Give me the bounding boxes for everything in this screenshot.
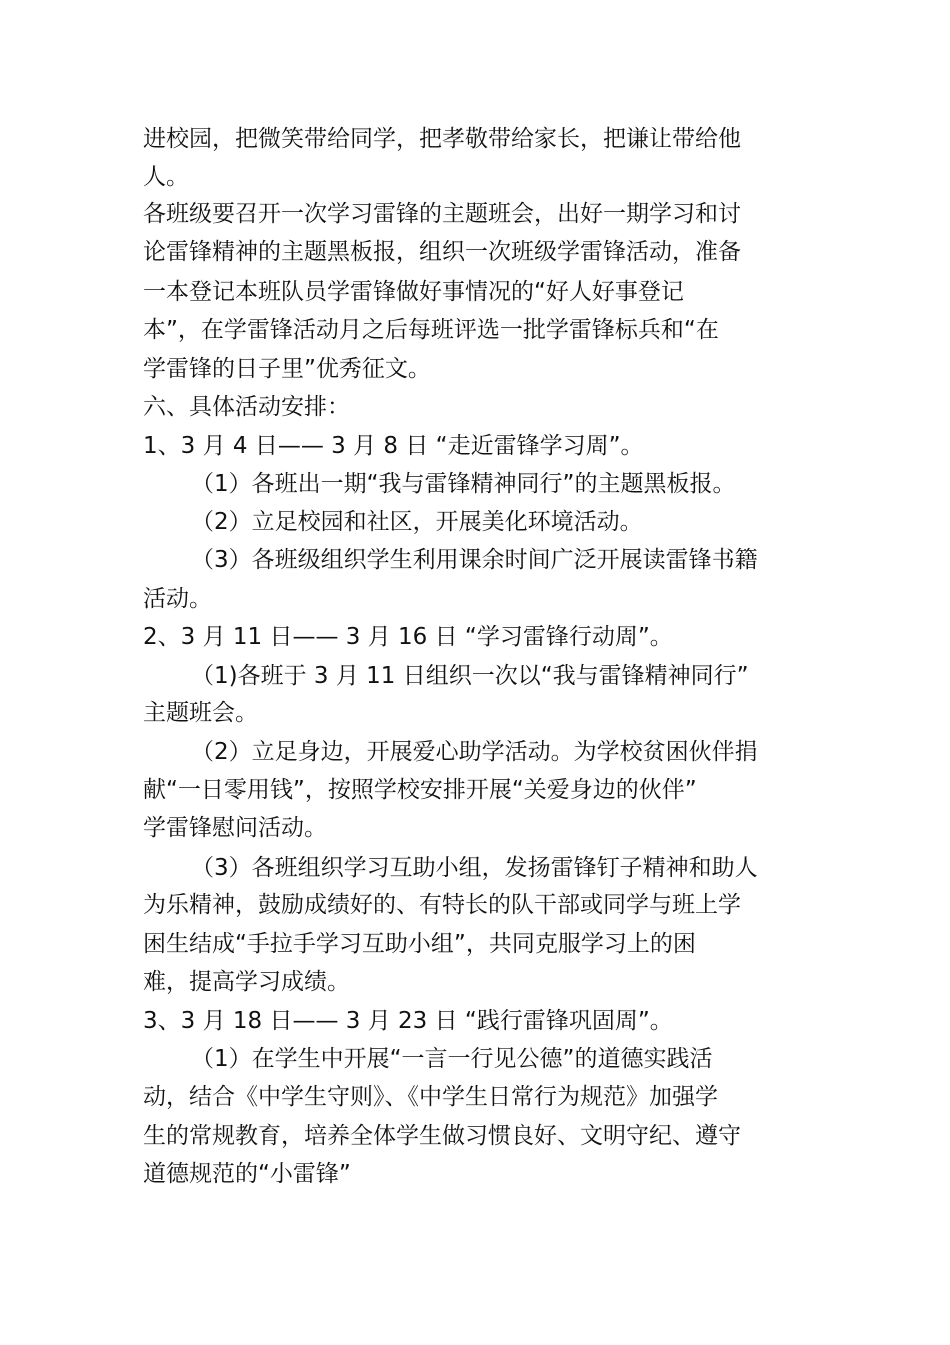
text-line: 本”，在学雷锋活动月之后每班评选一批学雷锋标兵和“在	[143, 317, 719, 343]
text-line: 为乐精神，鼓励成绩好的、有特长的队干部或同学与班上学	[143, 892, 741, 918]
list-item: （3）各班级组织学生利用课余时间广泛开展读雷锋书籍	[191, 547, 758, 573]
text-line: 一本登记本班队员学雷锋做好事情况的“好人好事登记	[143, 279, 684, 305]
list-item: （3）各班组织学习互助小组，发扬雷锋钉子精神和助人	[191, 855, 758, 881]
section-heading: 六、具体活动安排：	[143, 394, 350, 420]
text-line: 生的常规教育，培养全体学生做习惯良好、文明守纪、遵守	[143, 1123, 741, 1149]
text-line: 进校园，把微笑带给同学，把孝敬带给家长，把谦让带给他	[143, 126, 741, 152]
text-line: 论雷锋精神的主题黑板报，组织一次班级学雷锋活动，准备	[143, 239, 741, 265]
text-line: 困生结成“手拉手学习互助小组”，共同克服学习上的困	[143, 931, 696, 957]
list-item: （2）立足校园和社区，开展美化环境活动。	[191, 509, 643, 535]
text-line: 动，结合《中学生守则》、《中学生日常行为规范》加强学	[143, 1084, 718, 1110]
list-item: （2）立足身边，开展爱心助学活动。为学校贫困伙伴捐	[191, 739, 758, 765]
list-item: （1）各班出一期“我与雷锋精神同行”的主题黑板报。	[191, 471, 736, 497]
text-line: 献“一日零用钱”，按照学校安排开展“关爱身边的伙伴”	[143, 777, 697, 803]
text-line: 难，提高学习成绩。	[143, 969, 350, 995]
week-heading: 3、3 月 18 日—— 3 月 23 日 “践行雷锋巩固周”。	[143, 1008, 673, 1034]
week-heading: 2、3 月 11 日—— 3 月 16 日 “学习雷锋行动周”。	[143, 624, 673, 650]
text-line: 道德规范的“小雷锋”	[143, 1161, 351, 1187]
text-line: 学雷锋的日子里”优秀征文。	[143, 356, 431, 382]
list-item: （1）在学生中开展“一言一行见公德”的道德实践活	[191, 1046, 713, 1072]
text-line: 学雷锋慰问活动。	[143, 815, 327, 841]
list-item: （1)各班于 3 月 11 日组织一次以“我与雷锋精神同行”	[191, 663, 749, 689]
text-line: 主题班会。	[143, 700, 258, 726]
week-heading: 1、3 月 4 日—— 3 月 8 日 “走近雷锋学习周”。	[143, 433, 644, 459]
text-line: 活动。	[143, 586, 212, 612]
text-line: 各班级要召开一次学习雷锋的主题班会，出好一期学习和讨	[143, 201, 741, 227]
text-line: 人。	[143, 164, 189, 190]
